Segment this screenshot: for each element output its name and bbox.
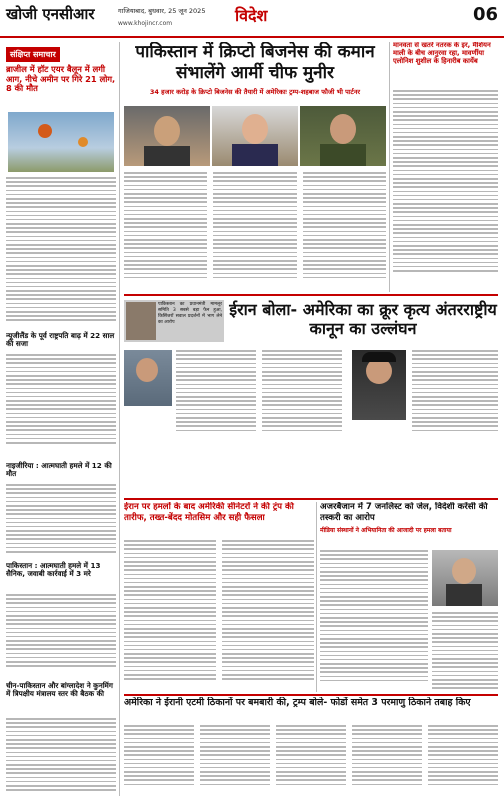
brief-headline-3: नाइजीरिया : आत्मघाती हमले में 12 की मौत — [6, 461, 112, 479]
right-headline: मानवता से खतरे नतरक के इर, मैशियन माली के बीच आनुरवा रहा, मावर्णीया एलोनिश शुशील के हिनारीब कार्येब — [393, 42, 491, 65]
senators-story — [124, 502, 314, 692]
brief-body-2 — [6, 354, 116, 446]
brief-body-5 — [6, 718, 116, 793]
azerbaijan-body — [320, 550, 428, 684]
bottom-body — [124, 725, 498, 788]
azerbaijan-photo — [432, 550, 498, 606]
iran-caption-photo — [124, 300, 224, 342]
iran-headline: ईरान बोला- अमेरिका का क्रूर कृत्य अंतरराष्ट्रीय कानून का उल्लंघन — [229, 300, 497, 338]
iran-body-right — [412, 350, 498, 434]
brief-headline-5: चीन-पाकिस्तान और बांग्लादेश ने कुनमिंग में त्रिपक्षीय मंत्रालय स्तर की बैठक की — [6, 681, 113, 699]
bottom-headline: अमेरिका ने ईरानी एटमी ठिकानों पर बमबारी की, ट्रम्प बोले- फोर्डो समेत 3 परमाणु ठिकाने तबाह किए — [124, 697, 471, 708]
edition-date: गाजियाबाद, बुधवार, 25 जून 2025 — [118, 7, 206, 15]
brief-headline-2: न्यूजीलैंड के पूर्व राष्ट्रपति बाढ़ में 22 साल की सजा — [6, 331, 115, 349]
azerbaijan-subheadline: मीडिया संस्थानों ने अभियानिता की आजादी पर हमला बताया — [320, 527, 452, 534]
brief-body-3 — [6, 484, 116, 555]
lead-photo-left — [124, 106, 210, 166]
senators-body — [124, 540, 314, 682]
photo-caption: पाकिस्तान का प्रधानमंत्री मामलूर समिति 3 सबसे बड़ा फैन हुआ, किसिंजरों सवाल प्रदर्शनों में भाग लेने का आरोप — [158, 302, 222, 325]
azerbaijan-headline: अजरबैजान में 7 जनलिस्ट को जेल, विदेशी करेंसी की तस्करी का आरोप — [320, 502, 488, 523]
azerbaijan-body-2 — [432, 612, 498, 692]
azerbaijan-story — [320, 502, 498, 692]
section-title: विदेश — [235, 6, 268, 25]
left-column — [6, 42, 116, 796]
right-story — [393, 42, 498, 292]
lead-headline: पाकिस्तान में क्रिप्टो बिजनेस की कमान संभालेंगे आर्मी चीफ मुनीर — [135, 42, 375, 83]
page-header — [0, 0, 504, 38]
lead-subheadline: 34 हजार करोड़ के क्रिप्टो बिजनेस की तैयारी में अमेरिकाः ट्रम्प-शहबाज फौजी भी पार्टनर — [149, 88, 361, 96]
iran-left-photo — [124, 350, 172, 406]
website: www.khojincr.com — [118, 20, 173, 27]
iran-center-photo — [352, 350, 406, 420]
lead-story — [124, 42, 386, 292]
right-body — [393, 90, 498, 274]
brief-headline-4: पाकिस्तान : आत्मघाती हमले में 13 सैनिक, जवाबी कार्रवाई में 3 मरे — [6, 561, 101, 579]
lead-photo-center — [212, 106, 298, 166]
lead-photo-right — [300, 106, 386, 166]
brief-news-label: संक्षिप्त समाचार — [6, 47, 60, 62]
masthead-logo: खोजी एनसीआर — [6, 5, 95, 23]
brief-body-1 — [6, 177, 116, 324]
bottom-story — [124, 697, 498, 797]
page-number: 06 — [472, 4, 498, 25]
balloon-photo — [8, 112, 114, 172]
senators-headline: ईरान पर हमलों के बाद अमेरिकी सीनेटरों ने की ट्रंप की तारीफ, तख्त-बेंदद मोतसिम और सही फैसला — [124, 502, 294, 523]
iran-story — [124, 298, 498, 498]
brief-headline-1: ब्राजील में हॉट एयर बैलून में लगी आग, नीचे अमीन पर गिरे 21 लोग, 8 की मौत — [6, 64, 116, 94]
brief-body-4 — [6, 594, 116, 669]
lead-body — [124, 172, 386, 281]
